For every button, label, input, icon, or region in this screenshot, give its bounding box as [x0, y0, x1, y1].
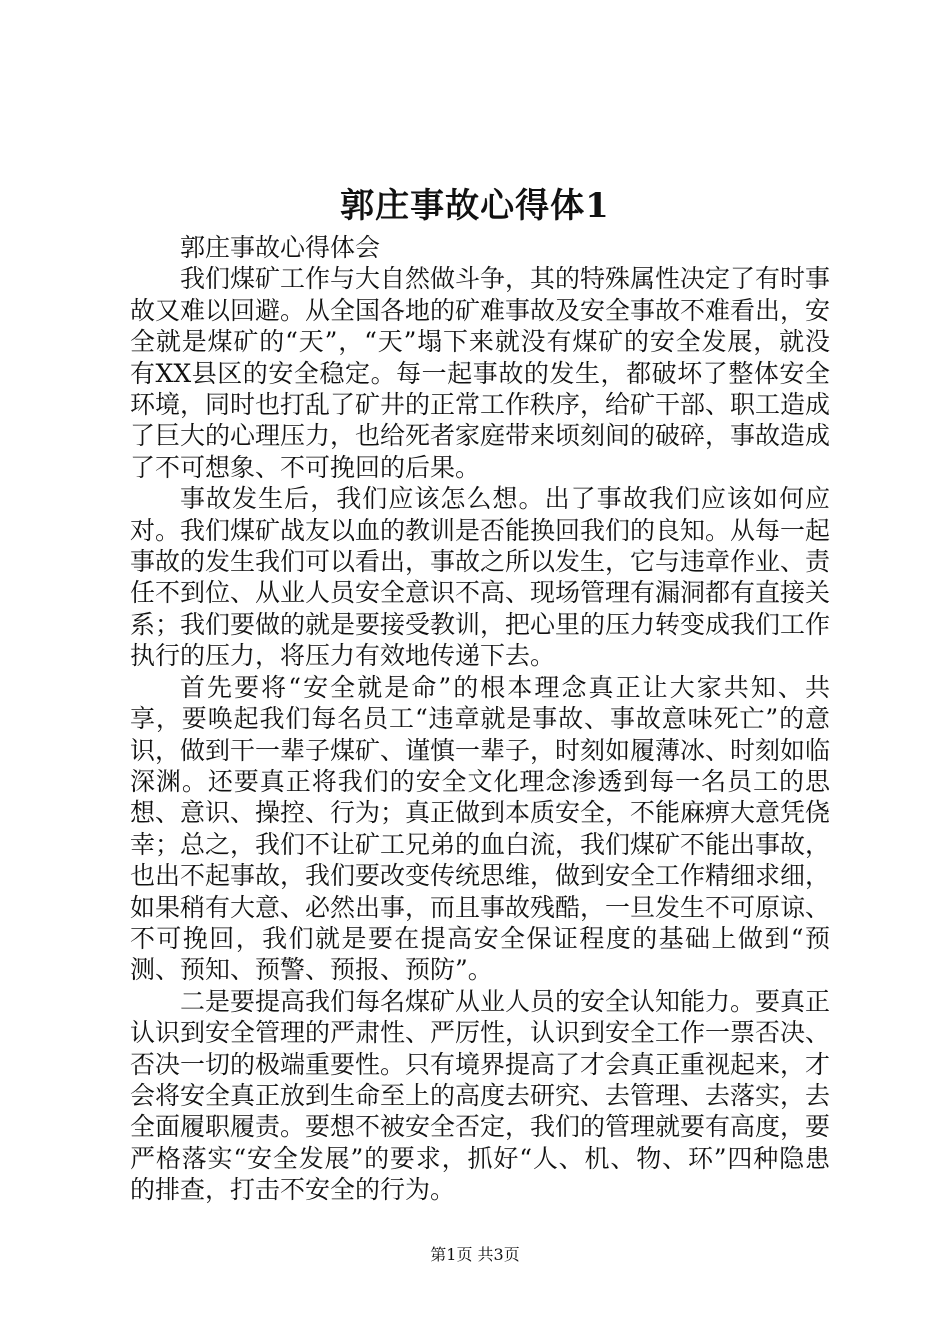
- body-paragraph: 我们煤矿工作与大自然做斗争，其的特殊属性决定了有时事故又难以回避。从全国各地的矿难事故及安全事故不难看出，安全就是煤矿的“天”，“天”塌下来就没有煤矿的安全发展，就没有XX县区的安全稳定。每一起事故的发生，都破坏了整体安全环境，同时也打乱了矿井的正常工作秩序，给矿干部、职工造成了巨大的心理压力，也给死者家庭带来顷刻间的破碎，事故造成了不可想象、不可挽回的后果。: [130, 264, 831, 482]
- document-body: [130, 232, 830, 1206]
- body-paragraph: 二是要提高我们每名煤矿从业人员的安全认知能力。要真正认识到安全管理的严肃性、严厉性，认识到安全工作一票否决、否决一切的极端重要性。只有境界提高了才会真正重视起来，才会将安全真正放到生命至上的高度去研究、去管理、去落实，去全面履职履责。要想不被安全否定，我们的管理就要有高度，要严格落实“安全发展”的要求，抓好“人、机、物、环”四种隐患的排查，打击不安全的行为。: [130, 986, 831, 1205]
- page-footer: 第1页 共3页: [430, 1245, 520, 1264]
- document-title: 郭庄事故心得体1: [340, 186, 610, 226]
- body-paragraph: 事故发生后，我们应该怎么想。出了事故我们应该如何应对。我们煤矿战友以血的教训是否能换回我们的良知。从每一起事故的发生我们可以看出，事故之所以发生，它与违章作业、责任不到位、从业人员安全意识不高、现场管理有漏洞都有直接关系；我们要做的就是要接受教训，把心里的压力转变成我们工作执行的压力，将压力有效地传递下去。: [130, 484, 831, 671]
- subtitle-paragraph: 郭庄事故心得体会: [180, 233, 381, 262]
- body-paragraph: 首先要将“安全就是命”的根本理念真正让大家共知、共享，要唤起我们每名员工“违章就是事故、事故意味死亡”的意识，做到干一辈子煤矿、谨慎一辈子，时刻如履薄冰、时刻如临深渊。还要真正将我们的安全文化理念渗透到每一名员工的思想、意识、操控、行为；真正做到本质安全，不能麻痹大意凭侥幸；总之，我们不让矿工兄弟的血白流，我们煤矿不能出事故，也出不起事故，我们要改变传统思维，做到安全工作精细求细，如果稍有大意、必然出事，而且事故残酷，一旦发生不可原谅、不可挽回，我们就是要在提高安全保证程度的基础上做到“预测、预知、预警、预报、预防”。: [130, 672, 831, 985]
